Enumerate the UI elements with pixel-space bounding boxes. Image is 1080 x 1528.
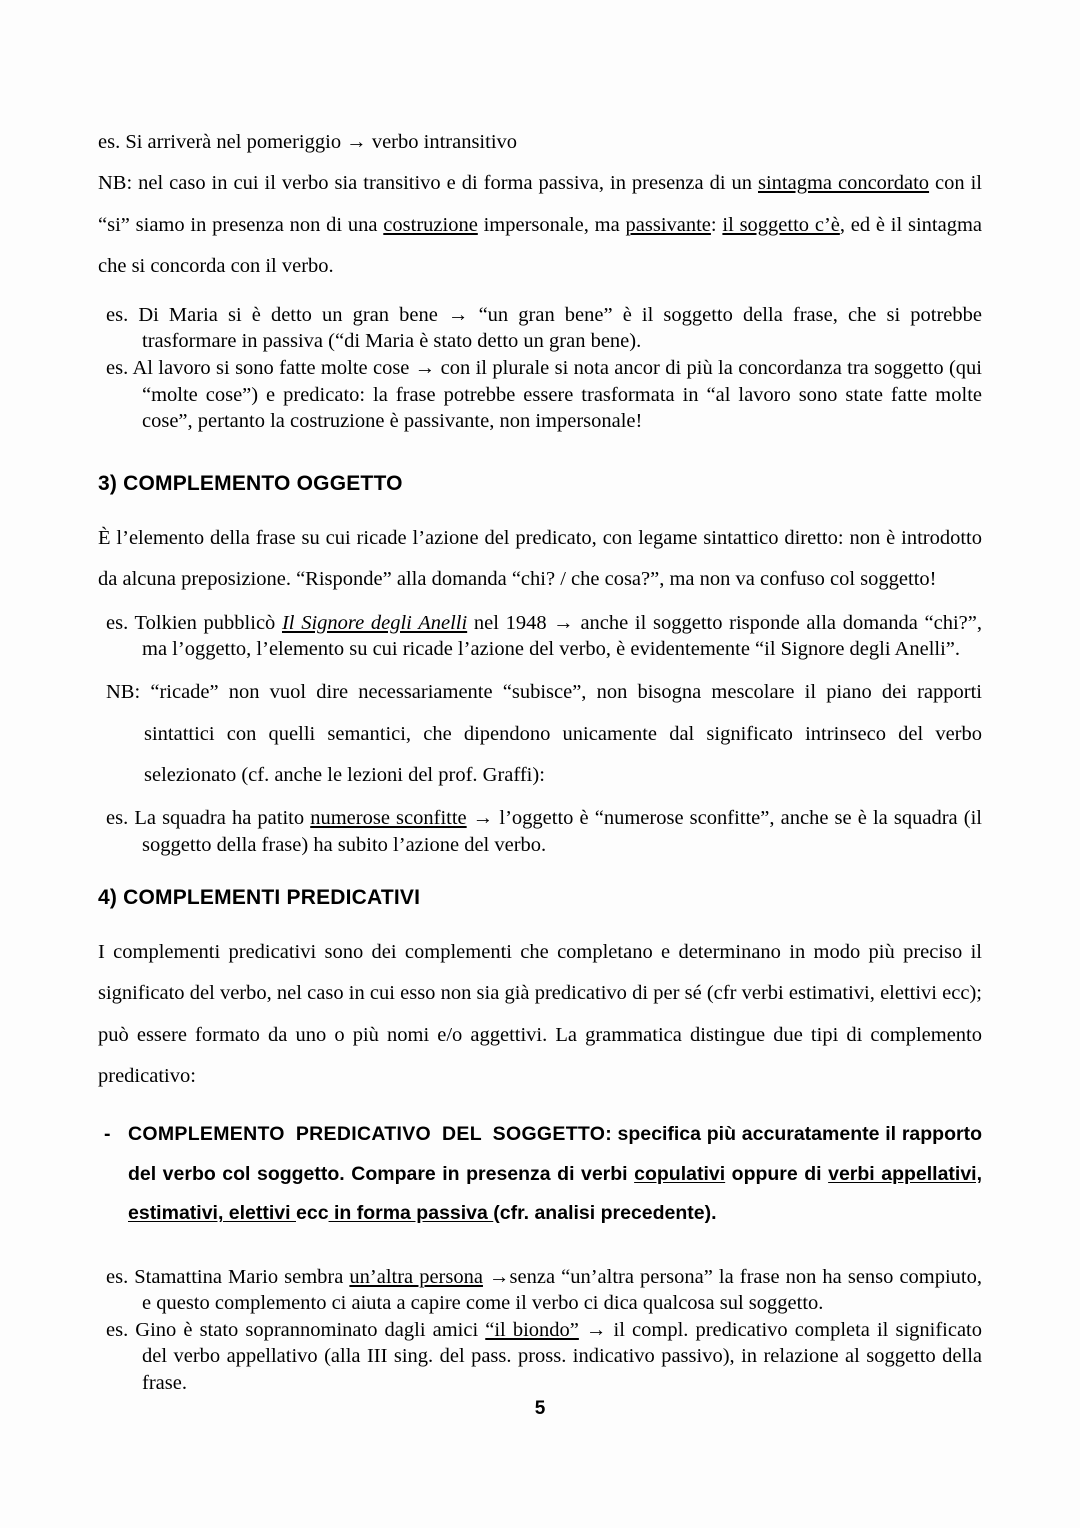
- example-squadra: [106, 805, 982, 858]
- page-content: [98, 122, 982, 1397]
- nb-passive-paragraph: [98, 163, 982, 287]
- example-tolkien: [106, 610, 982, 663]
- nb-passive-underline-passivante: passivante: [625, 213, 711, 236]
- example-label: es.: [106, 1265, 129, 1288]
- nb-passive-underline-soggetto: il soggetto c’è: [722, 213, 840, 236]
- example-gino-part2: → il compl. predicativo completa il significato del verbo appellativo (alla III sing. del pass. pross. indicativo passivo), in relazione al soggetto della frase.: [142, 1318, 982, 1395]
- list-item: [106, 1317, 982, 1397]
- example-gino-part1: Gino è stato soprannominato dagli amici: [135, 1318, 486, 1341]
- list-item: [106, 355, 982, 435]
- nb-passive-part3: impersonale, ma: [477, 213, 626, 236]
- example-label: es.: [106, 611, 129, 634]
- section3-paragraph: È l’elemento della frase su cui ricade l’azione del predicato, con legame sintattico diretto: non è introdotto da alcuna preposizione. “Risponde” alla domanda “chi? / che cosa?”, ma non va confuso col soggetto!: [98, 527, 982, 591]
- nb-passive-part5: , ed è il sintagma che si concorda con il verbo.: [98, 213, 982, 278]
- nb-label: NB:: [106, 681, 141, 704]
- nb-passive-part1: NB: nel caso in cui il verbo sia transitivo e di forma passiva, in presenza di un: [98, 172, 758, 195]
- nb-ricade-text: “ricade” non vuol dire necessariamente “subisce”, non bisogna mescolare il piano dei rapporti sintattici con quelli semantici, che dipendono unicamente dal significato intrinseco del verbo selezionato (cf. anche le lezioni del prof. Graffi):: [144, 681, 982, 786]
- arrow-glyph: →: [346, 131, 367, 153]
- nb-ricade-paragraph: [106, 672, 982, 796]
- example-label: es.: [106, 356, 129, 379]
- example-tolkien-part1: Tolkien pubblicò: [134, 611, 282, 634]
- example-intransitive-line: [98, 122, 982, 163]
- bullet-part4: (cfr. analisi precedente).: [493, 1202, 717, 1225]
- page-number: 5: [534, 1398, 546, 1419]
- section-heading-4: 4) COMPLEMENTI PREDICATIVI: [98, 885, 421, 909]
- example-intransitive-suffix: verbo intransitivo: [371, 131, 518, 153]
- example-tolkien-part2: nel 1948 → anche il soggetto risponde alla domanda “chi?”, ma l’oggetto, l’elemento su cui ricade l’azione del verbo, è evidentemente “il Signore degli Anelli”.: [142, 611, 982, 661]
- section4-examples-list: [98, 1264, 982, 1397]
- section4-paragraph: I complementi predicativi sono dei complementi che completano e determinano in modo più preciso il significato del verbo, nel caso in cui esso non sia già predicativo di per sé (cfr verbi estimativi, elettivi ecc); può essere formato da uno o più nomi e/o aggettivi. La grammatica distingue due tipi di complemento predicativo:: [98, 940, 982, 1088]
- bullet-part3: ecc: [296, 1202, 329, 1225]
- bullet-dash: -: [104, 1123, 111, 1146]
- example-label: es.: [106, 303, 129, 326]
- example-label: es.: [106, 807, 129, 830]
- intro-examples-list: [98, 302, 982, 435]
- book-title-il-signore-degli-anelli: Il Signore degli Anelli: [281, 611, 468, 634]
- nb-passive-part2: con il “si” siamo in presenza non di una: [98, 172, 982, 236]
- bullet-part2: oppure di: [725, 1162, 829, 1185]
- example-squadra-part1: La squadra ha patito: [134, 807, 311, 830]
- nb-passive-underline-sintagma: sintagma concordato: [758, 172, 930, 195]
- bullet-underline-in-forma-passiva: in forma passiva: [328, 1202, 494, 1225]
- list-item: [106, 302, 982, 355]
- example-underline-unaltra-persona: un’altra persona: [349, 1265, 483, 1288]
- bullet-part1: : specifica più accuratamente il rapporto del verbo col soggetto. Compare in presenza di verbi: [128, 1123, 983, 1185]
- example-underline-il-biondo: “il biondo”: [485, 1318, 579, 1341]
- example-squadra-part2: → l’oggetto è “numerose sconfitte”, anche se è la squadra (il soggetto della frase) ha subito l’azione del verbo.: [142, 807, 982, 856]
- section-heading-3: 3) COMPLEMENTO OGGETTO: [98, 471, 403, 495]
- bullet-text: [128, 1115, 982, 1233]
- example-label: es.: [106, 1318, 129, 1341]
- list-item: [106, 1264, 982, 1317]
- example-stamattina-part1: Stamattina Mario sembra: [134, 1265, 350, 1288]
- example-stamattina-part2: →senza “un’altra persona” la frase non ha senso compiuto, e questo complemento ci aiuta a capire come il verbo ci dica qualcosa sul soggetto.: [142, 1265, 983, 1315]
- bullet-underline-verbi-appellativi: verbi appellativi, estimativi, elettivi: [128, 1162, 983, 1225]
- nb-passive-part4: :: [710, 213, 723, 236]
- example-squadra-underline-sconfitte: numerose sconfitte: [310, 807, 467, 830]
- example-text: Al lavoro si sono fatte molte cose → con il plurale si nota ancor di più la concordanza tra soggetto (qui “molte cose”) e predicato: la frase potrebbe essere trasformata in “al lavoro sono state fatte molte cose”, pertanto la costruzione è passivante, non impersonale!: [132, 356, 982, 433]
- bullet-complemento-predicativo-soggetto: [104, 1115, 982, 1233]
- example-text: Di Maria si è detto un gran bene → “un gran bene” è il soggetto della frase, che si potrebbe trasformare in passiva (“di Maria è stato detto un gran bene).: [138, 303, 983, 353]
- bullet-underline-copulativi: copulativi: [634, 1162, 726, 1185]
- bullet-title-caps: COMPLEMENTO PREDICATIVO DEL SOGGETTO: [128, 1123, 606, 1146]
- nb-passive-underline-costruzione: costruzione: [383, 213, 478, 236]
- example-intransitive-prefix: es. Si arriverà nel pomeriggio: [98, 131, 342, 153]
